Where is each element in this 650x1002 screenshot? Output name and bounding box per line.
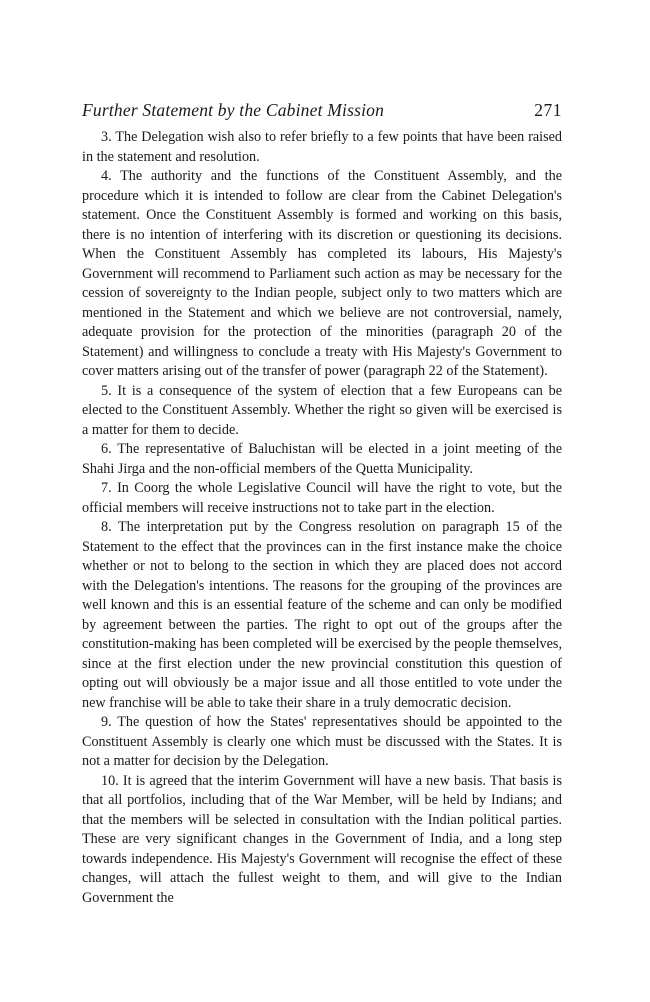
paragraph-9: 9. The question of how the States' representatives should be appointed to the Constituent Assembly is clearly one which must be discussed with the States. It is not a matter for decision by the Delegation. [82, 714, 562, 769]
paragraph-3: 3. The Delegation wish also to refer briefly to a few points that have been raised in the statement and resolution. [82, 129, 562, 165]
book-page [82, 100, 562, 908]
running-title: Further Statement by the Cabinet Mission [82, 100, 385, 120]
paragraph-6: 6. The representative of Baluchistan will be elected in a joint meeting of the Shahi Jirga and the non-official members of the Quetta Municipality. [82, 441, 562, 477]
paragraph-7: 7. In Coorg the whole Legislative Council will have the right to vote, but the official members will receive instructions not to take part in the election. [82, 480, 562, 516]
page-number: 271 [534, 100, 562, 120]
paragraph-10: 10. It is agreed that the interim Government will have a new basis. That basis is that all portfolios, including that of the War Member, will be held by Indians; and that the members will be selected in consultation with the Indian political parties. These are very significant changes in the Government of India, and a long step towards independence. His Majesty's Government will recognise the effect of these changes, will attach the fullest weight to them, and will give to the Indian Government the [82, 772, 562, 906]
paragraph-8: 8. The interpretation put by the Congress resolution on paragraph 15 of the Statement to the effect that the provinces can in the first instance make the choice whether or not to belong to the section in which they are placed does not accord with the Delegation's intentions. The reasons for the grouping of the provinces are well known and this is an essential feature of the scheme and can only be modified by agreement between the parties. The right to opt out of the groups after the constitution-making has been completed will be exercised by the people themselves, since at the first election under the new provincial constitution this question of opting out will obviously be a major issue and all those entitled to vote under the new franchise will be able to take their share in a truly democratic decision. [82, 519, 562, 711]
body-text [82, 128, 562, 908]
paragraph-5: 5. It is a consequence of the system of election that a few Europeans can be elected to the Constituent Assembly. Whether the right so given will be exercised is a matter for them to decide. [82, 382, 562, 438]
paragraph-4: 4. The authority and the functions of the Constituent Assembly, and the procedure which it is intended to follow are clear from the Cabinet Delegation's statement. Once the Constituent Assembly is formed and working on this basis, there is no intention of interfering with its discretion or questioning its decisions. When the Constituent Assembly has completed its labours, His Majesty's Government will recommend to Parliament such action as may be necessary for the cession of sovereignty to the Indian people, subject only to two matters which are mentioned in the Statement and which we believe are not controversial, namely, adequate provision for the protection of the minorities (paragraph 20 of the Statement) and willingness to conclude a treaty with His Majesty's Government to cover matters arising out of the transfer of power (paragraph 22 of the Statement). [82, 168, 562, 379]
running-header [82, 100, 562, 126]
